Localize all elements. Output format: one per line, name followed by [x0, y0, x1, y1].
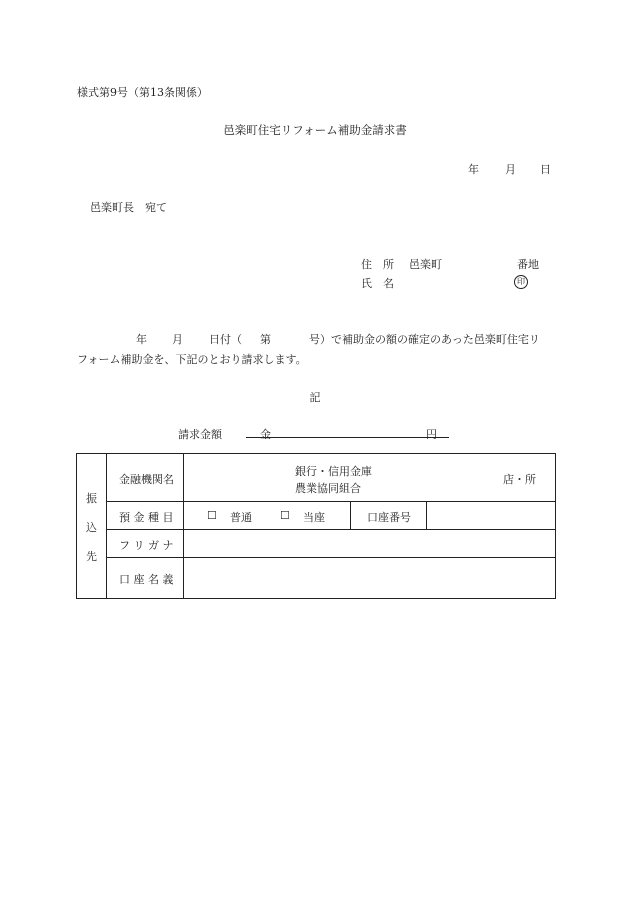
addressee: 邑楽町長 宛て: [90, 201, 167, 214]
ki-heading: 記: [309, 391, 321, 404]
side-char-2: 込: [86, 521, 97, 534]
bank-type-2: 農業協同組合: [295, 482, 361, 495]
document-title: 邑楽町住宅リフォーム補助金請求書: [223, 123, 407, 137]
bank-name-label: 金融機関名: [119, 473, 174, 486]
body-text-1: 号）で補助金の額の確定のあった邑楽町住宅リ: [309, 333, 540, 346]
toza-checkbox[interactable]: ☐: [280, 509, 290, 522]
amount-label: 請求金額: [178, 428, 222, 441]
address-banchi: 番地: [517, 258, 539, 271]
amount-yen: 円: [426, 428, 437, 441]
toza-label: 当座: [303, 511, 325, 524]
name-label: 氏 名: [361, 277, 394, 290]
futsu-checkbox[interactable]: ☐: [207, 509, 217, 522]
form-number: 様式第9号（第13条関係）: [77, 86, 208, 99]
body-dai: 第: [260, 333, 271, 346]
address-town: 邑楽町: [409, 258, 442, 271]
body-month: 月: [172, 333, 183, 346]
address-label: 住 所: [361, 258, 394, 271]
side-char-1: 振: [86, 492, 97, 505]
body-dated: 日付（: [209, 333, 242, 346]
divider: [106, 454, 107, 598]
date-month-label: 月: [505, 163, 516, 176]
date-year-label: 年: [468, 163, 479, 176]
divider: [183, 454, 184, 598]
amount-underline: [246, 437, 449, 438]
divider: [106, 501, 555, 502]
divider: [426, 501, 427, 529]
futsu-label: 普通: [230, 511, 252, 524]
date-day-label: 日: [540, 163, 551, 176]
seal-mark: 印: [514, 275, 528, 289]
body-line-2: フォーム補助金を、下記のとおり請求します。: [77, 353, 307, 366]
transfer-destination-table: [76, 453, 556, 599]
deposit-type-label: 預 金 種 目: [119, 511, 174, 524]
account-number-label: 口座番号: [367, 511, 411, 524]
transfer-side-label: [77, 454, 106, 598]
divider: [106, 529, 555, 530]
divider: [106, 557, 555, 558]
account-holder-label: 口 座 名 義: [119, 573, 174, 586]
side-char-3: 先: [86, 550, 97, 563]
furigana-label: フ リ ガ ナ: [119, 539, 174, 552]
branch-label: 店・所: [503, 473, 536, 486]
divider: [350, 501, 351, 529]
bank-type-1: 銀行・信用金庫: [295, 465, 372, 478]
amount-kin: 金: [260, 428, 271, 441]
body-year: 年: [136, 333, 147, 346]
